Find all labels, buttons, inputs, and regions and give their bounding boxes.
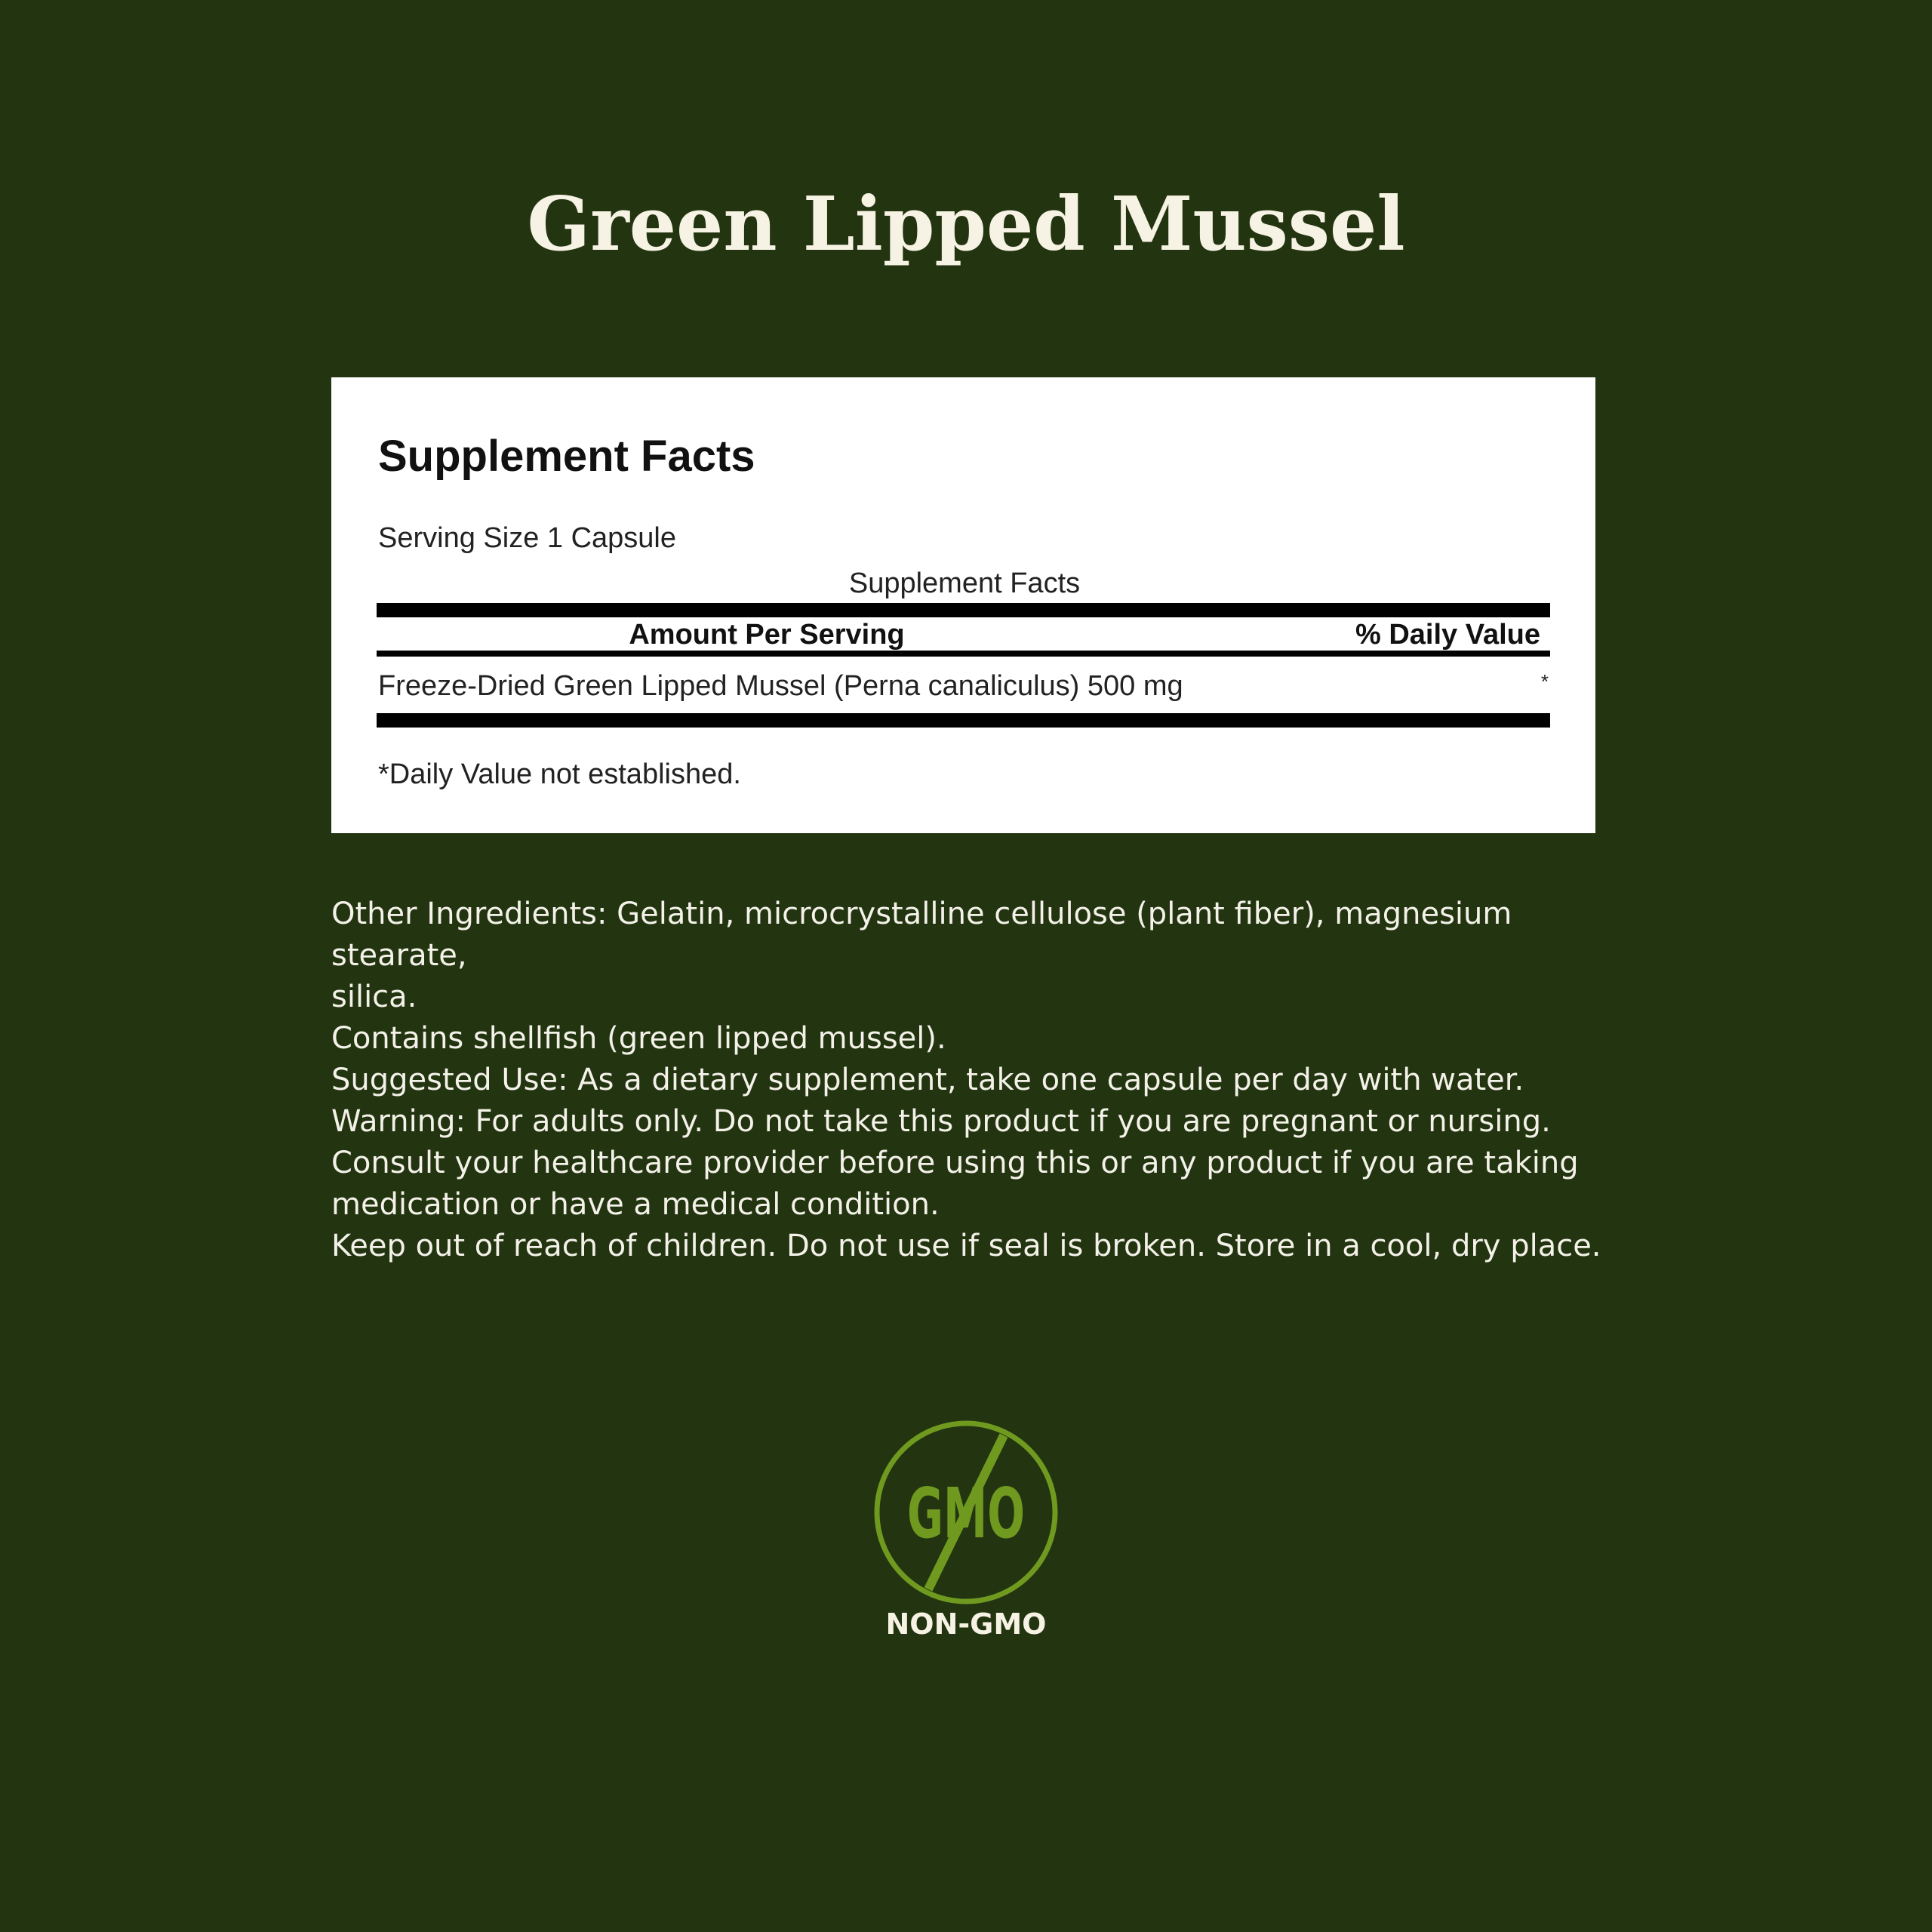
table-row-daily-value: * xyxy=(1540,670,1549,693)
product-info-text xyxy=(331,894,1614,1267)
serving-size: Serving Size 1 Capsule xyxy=(378,522,676,554)
table-row-ingredient: Freeze-Dried Green Lipped Mussel (Perna canaliculus) 500 mg xyxy=(378,670,1183,702)
info-line-other-ingredients-cont: silica. xyxy=(331,980,417,1014)
gmo-icon-text: GMO xyxy=(907,1473,1025,1554)
info-line-warning: Warning: For adults only. Do not take this product if you are pregnant or nursing. xyxy=(331,1104,1551,1139)
column-header-amount: Amount Per Serving xyxy=(629,619,905,651)
table-rule-bottom xyxy=(377,713,1550,728)
table-rule-middle xyxy=(377,651,1550,657)
supplement-facts-heading: Supplement Facts xyxy=(378,432,755,481)
info-line-storage: Keep out of reach of children. Do not use if seal is broken. Store in a cool, dry place. xyxy=(331,1229,1601,1263)
non-gmo-label: NON-GMO xyxy=(885,1607,1047,1641)
info-line-suggested-use: Suggested Use: As a dietary supplement, take one capsule per day with water. xyxy=(331,1063,1524,1097)
page-title: Green Lipped Mussel xyxy=(527,181,1405,268)
column-header-daily-value: % Daily Value xyxy=(1355,619,1540,651)
info-line-consult-cont: medication or have a medical condition. xyxy=(331,1187,940,1222)
non-gmo-badge xyxy=(865,1411,1067,1638)
table-rule-top xyxy=(377,603,1550,617)
info-line-allergen: Contains shellfish (green lipped mussel). xyxy=(331,1021,946,1056)
info-line-consult: Consult your healthcare provider before using this or any product if you are taking xyxy=(331,1146,1579,1180)
daily-value-footnote: *Daily Value not established. xyxy=(378,758,741,790)
info-line-other-ingredients: Other Ingredients: Gelatin, microcrystalline cellulose (plant fiber), magnesium stearate, xyxy=(331,897,1512,973)
table-caption: Supplement Facts xyxy=(848,568,1081,599)
supplement-facts-panel xyxy=(331,377,1595,833)
non-gmo-icon xyxy=(865,1411,1067,1614)
